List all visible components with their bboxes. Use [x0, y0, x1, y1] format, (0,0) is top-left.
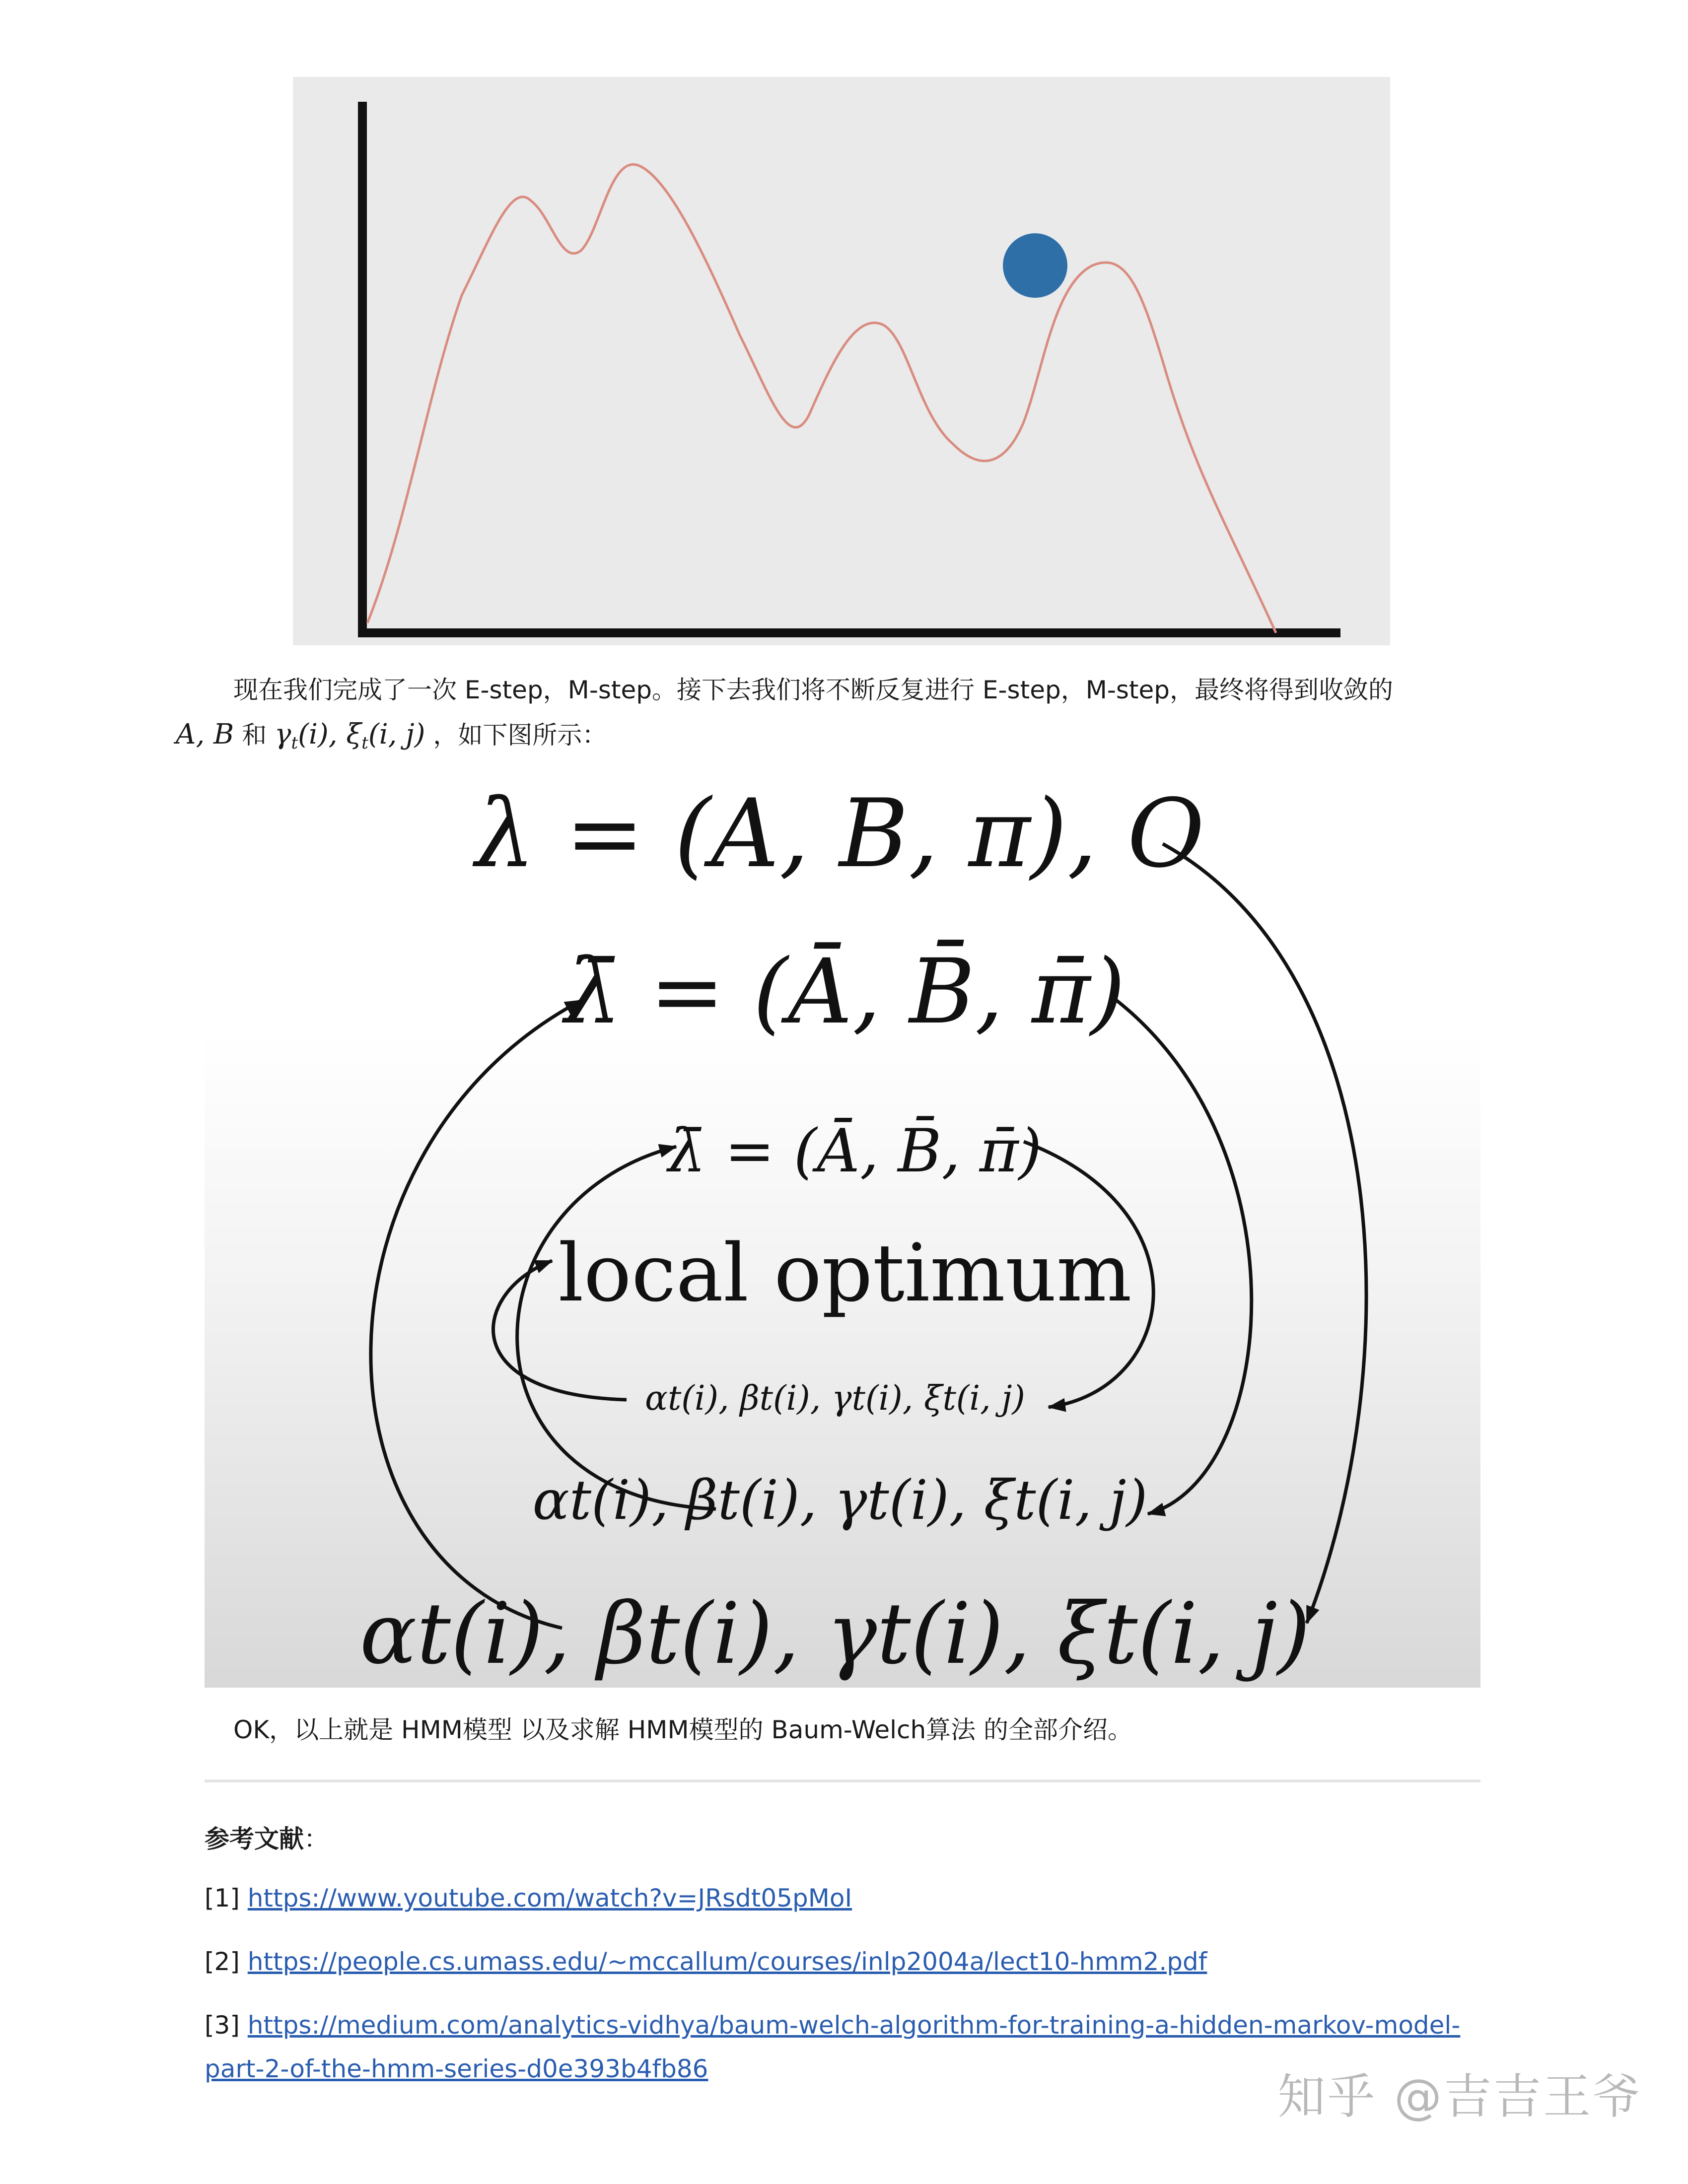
estep-params-inner-text: αt(i), βt(i), γt(i), ξt(i, j) [645, 1379, 1025, 1418]
estep-params-outer-text: αt(i), βt(i), γt(i), ξt(i, j) [359, 1585, 1311, 1683]
paragraph-lead-text: 现在我们完成了一次 E-step，M-step。接下去我们将不断反复进行 E-step，M-step，最终将得到收敛的 [233, 676, 1394, 704]
lambda-bar-outer-text: λ̄ = (Ā, B̄, π̄) [564, 940, 1125, 1044]
and-word: 和 [242, 721, 267, 750]
convergence-svg [205, 774, 1480, 1688]
figure-background [293, 77, 1390, 645]
references-colon: ： [304, 1825, 329, 1853]
local-optimum-curve-figure [293, 77, 1390, 645]
section-divider [205, 1779, 1480, 1782]
reference-number: [2] [205, 1947, 240, 1976]
reference-item-2 [205, 1940, 1485, 1983]
math-gamma-xi: $\gamma_t(i)$, $\xi_t(i$, j) [275, 718, 425, 753]
lambda-bar-inner-text: λ̄ = (Ā, B̄, π̄) [668, 1117, 1042, 1186]
conclusion-text: OK，以上就是 HMM模型 以及求解 HMM模型的 Baum-Welch算法 的全部介绍。 [233, 1715, 1133, 1744]
ball-marker [1003, 233, 1067, 298]
paragraph-estep-mstep [176, 668, 1485, 765]
lambda-initial-text: λ = (A, B, π), O [475, 779, 1205, 888]
math-a-b: A, B [176, 718, 234, 751]
reference-number: [3] [205, 2011, 240, 2040]
zhihu-watermark: 知乎 @吉吉王爷 [1277, 2069, 1642, 2124]
reference-link-2[interactable]: https://people.cs.umass.edu/~mccallum/courses/inlp2004a/lect10-hmm2.pdf [247, 1947, 1207, 1976]
paragraph-tail-text: ，如下图所示： [433, 721, 607, 750]
convergence-diagram [205, 774, 1480, 1688]
reference-number: [1] [205, 1884, 240, 1912]
paragraph-conclusion [205, 1707, 1485, 1752]
reference-link-3[interactable]: https://medium.com/analytics-vidhya/baum-welch-algorithm-for-training-a-hidden-markov-model- part-2-of-the-hmm-series-d0e393b4fb86 [205, 2011, 1461, 2083]
reference-link-1[interactable]: https://www.youtube.com/watch?v=JRsdt05pMoI [247, 1884, 852, 1912]
curve-svg [293, 77, 1390, 645]
references-heading [205, 1819, 329, 1855]
local-optimum-label: local optimum [558, 1227, 1132, 1319]
estep-params-middle-text: αt(i), βt(i), γt(i), ξt(i, j) [532, 1468, 1148, 1532]
references-title: 参考文献 [205, 1825, 304, 1853]
reference-item-1 [205, 1876, 1485, 1920]
